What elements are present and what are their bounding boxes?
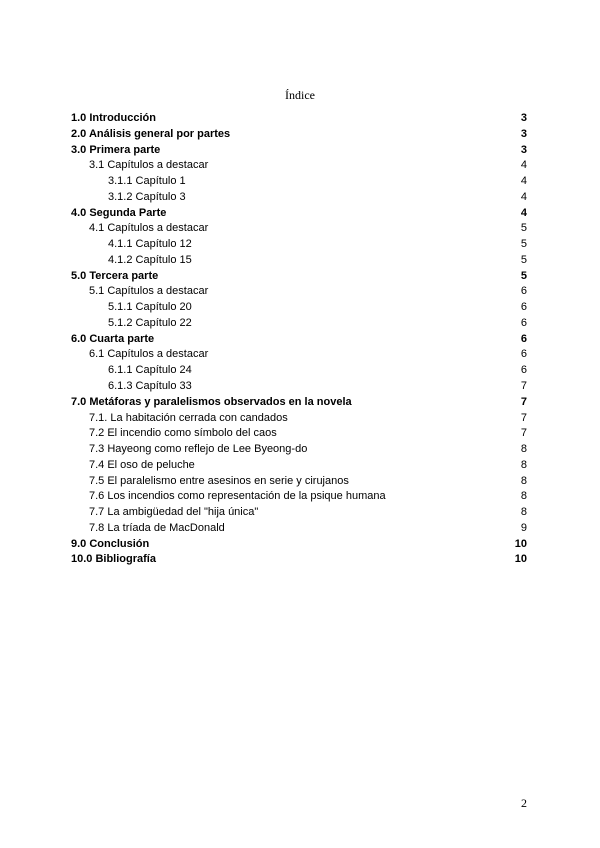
toc-entry-label: 7.4 El oso de peluche <box>89 458 195 471</box>
toc-entry-page: 8 <box>520 490 527 503</box>
toc-entry-page: 4 <box>520 206 527 219</box>
toc-entry-label: 5.1 Capítulos a destacar <box>89 285 209 298</box>
toc-entry-page: 8 <box>520 458 527 471</box>
toc-entry[interactable] <box>71 111 527 127</box>
toc-entry[interactable] <box>71 489 527 505</box>
toc-entry-label: 7.8 La tríada de MacDonald <box>89 521 225 534</box>
toc-entry-label: 3.1.2 Capítulo 3 <box>108 190 186 203</box>
toc-entry-label: 7.7 La ambigüedad del "hija única" <box>89 506 259 519</box>
toc-entry-page: 6 <box>520 285 527 298</box>
toc-entry-page: 9 <box>520 521 527 534</box>
toc-entry-page: 5 <box>520 238 527 251</box>
toc-entry-label: 2.0 Análisis general por partes <box>71 127 231 140</box>
toc-entry-label: 6.1.3 Capítulo 33 <box>108 380 192 393</box>
toc-entry[interactable] <box>71 474 527 490</box>
table-of-contents <box>71 111 527 568</box>
toc-entry[interactable] <box>71 143 527 159</box>
toc-entry-label: 3.1.1 Capítulo 1 <box>108 175 186 188</box>
toc-entry-page: 5 <box>520 222 527 235</box>
toc-entry-page: 8 <box>520 506 527 519</box>
toc-entry-label: 7.1. La habitación cerrada con candados <box>89 411 288 424</box>
toc-entry[interactable] <box>71 269 527 285</box>
toc-entry-page: 7 <box>520 380 527 393</box>
toc-entry[interactable] <box>71 395 527 411</box>
toc-entry-label: 5.1.2 Capítulo 22 <box>108 316 192 329</box>
toc-entry[interactable] <box>71 505 527 521</box>
toc-entry-page: 5 <box>520 253 527 266</box>
toc-entry[interactable] <box>71 221 527 237</box>
page-title: Índice <box>285 88 315 102</box>
toc-entry[interactable] <box>71 552 527 568</box>
toc-entry[interactable] <box>71 537 527 553</box>
toc-entry[interactable] <box>71 521 527 537</box>
toc-entry-label: 3.0 Primera parte <box>71 143 161 156</box>
toc-entry-label: 7.2 El incendio como símbolo del caos <box>89 427 277 440</box>
toc-entry[interactable] <box>71 347 527 363</box>
toc-entry-page: 3 <box>520 112 527 124</box>
toc-entry-label: 7.3 Hayeong como reflejo de Lee Byeong-do <box>89 443 308 456</box>
toc-entry-page: 5 <box>520 269 527 282</box>
toc-entry-label: 5.0 Tercera parte <box>71 269 159 282</box>
toc-entry-label: 4.0 Segunda Parte <box>71 206 167 219</box>
toc-entry-page: 3 <box>520 127 527 140</box>
toc-entry-page: 10 <box>514 553 527 566</box>
toc-entry-page: 7 <box>520 411 527 424</box>
toc-entry-page: 3 <box>520 143 527 156</box>
toc-entry-label: 5.1.1 Capítulo 20 <box>108 301 192 314</box>
toc-entry-label: 4.1 Capítulos a destacar <box>89 222 209 235</box>
toc-entry[interactable] <box>71 442 527 458</box>
toc-entry-page: 6 <box>520 316 527 329</box>
toc-entry-label: 7.5 El paralelismo entre asesinos en serie y cirujanos <box>89 474 349 487</box>
toc-entry[interactable] <box>71 363 527 379</box>
toc-entry[interactable] <box>71 237 527 253</box>
toc-entry-label: 3.1 Capítulos a destacar <box>89 159 209 172</box>
toc-entry[interactable] <box>71 411 527 427</box>
toc-entry-page: 4 <box>520 175 527 188</box>
toc-entry[interactable] <box>71 300 527 316</box>
toc-entry-page: 7 <box>520 395 527 408</box>
toc-entry-page: 6 <box>520 332 527 345</box>
toc-entry[interactable] <box>71 458 527 474</box>
toc-entry[interactable] <box>71 127 527 143</box>
toc-entry[interactable] <box>71 379 527 395</box>
toc-entry[interactable] <box>71 158 527 174</box>
toc-entry[interactable] <box>71 284 527 300</box>
toc-entry-label: 10.0 Bibliografía <box>71 553 156 566</box>
toc-entry-label: 6.1.1 Capítulo 24 <box>108 364 192 377</box>
toc-entry-page: 4 <box>520 190 527 203</box>
toc-entry-label: 9.0 Conclusión <box>71 537 150 550</box>
toc-entry-label: 6.1 Capítulos a destacar <box>89 348 209 361</box>
toc-entry-page: 4 <box>520 159 527 172</box>
toc-entry-label: 6.0 Cuarta parte <box>71 332 155 345</box>
toc-entry-page: 7 <box>520 427 527 440</box>
toc-entry-page: 8 <box>520 474 527 487</box>
toc-entry-label: 4.1.1 Capítulo 12 <box>108 238 192 251</box>
toc-entry[interactable] <box>71 332 527 348</box>
toc-entry-page: 6 <box>520 348 527 361</box>
toc-entry[interactable] <box>71 206 527 222</box>
toc-entry-page: 6 <box>520 301 527 314</box>
toc-entry[interactable] <box>71 190 527 206</box>
toc-entry[interactable] <box>71 316 527 332</box>
toc-entry[interactable] <box>71 174 527 190</box>
toc-entry-label: 7.6 Los incendios como representación de la psique humana <box>89 490 386 503</box>
toc-entry-page: 8 <box>520 443 527 456</box>
toc-entry-label: 4.1.2 Capítulo 15 <box>108 253 192 266</box>
toc-entry-label: 7.0 Metáforas y paralelismos observados en la novela <box>71 395 352 408</box>
toc-entry-page: 10 <box>514 537 527 550</box>
toc-entry[interactable] <box>71 253 527 269</box>
toc-entry[interactable] <box>71 426 527 442</box>
page-number: 2 <box>521 796 527 810</box>
toc-entry-label: 1.0 Introducción <box>71 112 156 124</box>
toc-entry-page: 6 <box>520 364 527 377</box>
